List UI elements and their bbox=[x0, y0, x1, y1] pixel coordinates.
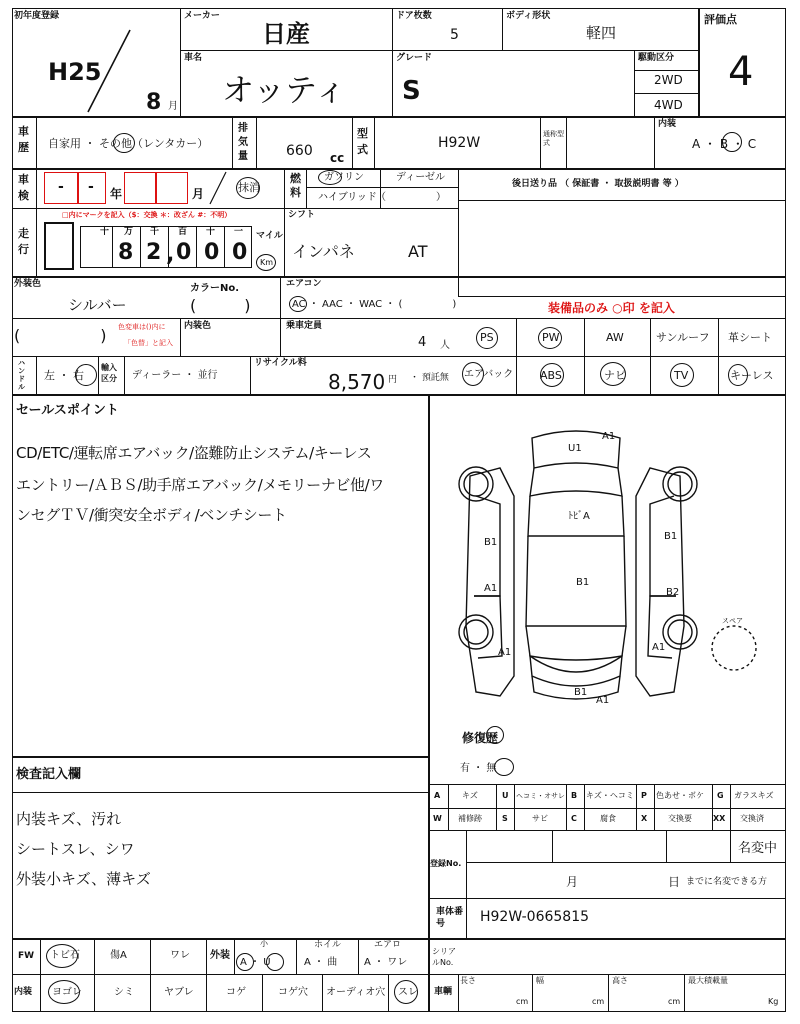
first-reg-year: H25 bbox=[48, 58, 102, 86]
doors-label: ドア枚数 bbox=[396, 11, 432, 21]
width-cm: cm bbox=[592, 997, 605, 1006]
equip-pw: PW bbox=[542, 331, 560, 344]
wheel-options: A ・ 曲 bbox=[304, 957, 338, 968]
int-stain: シミ bbox=[114, 987, 134, 998]
legend-a-text: キズ bbox=[462, 791, 478, 800]
int-dirt: ヨゴレ bbox=[52, 987, 82, 998]
unit-10: 万 bbox=[124, 227, 134, 237]
height-label: 高さ bbox=[612, 976, 628, 985]
small-options: A ・ U bbox=[240, 957, 271, 968]
equip-leather: 革シート bbox=[728, 331, 772, 344]
reg-day: 日 bbox=[668, 875, 681, 889]
repair-options: 有 ・ 無 bbox=[460, 763, 497, 774]
model-name: オッティ bbox=[222, 71, 347, 109]
inspection-dash-2: - bbox=[88, 179, 94, 195]
displacement: 660 bbox=[286, 143, 313, 159]
int-label: 内装 bbox=[14, 987, 33, 997]
shift-position: インパネ bbox=[292, 242, 355, 261]
inspection-month-box-1[interactable] bbox=[124, 172, 156, 204]
fuel-label: 燃料 bbox=[290, 172, 301, 199]
cc-label: cc bbox=[330, 151, 345, 165]
navi-circle bbox=[600, 362, 626, 386]
fuel-hybrid-paren: （ ） bbox=[376, 192, 446, 203]
check-line-3: 外装小キズ、薄キズ bbox=[16, 870, 151, 888]
drive-label: 駆動区分 bbox=[638, 53, 675, 63]
legend-x-text: 交換要 bbox=[668, 814, 692, 823]
ps-circle bbox=[476, 327, 498, 349]
legend-xx-text: 交換済 bbox=[740, 814, 764, 823]
mileage-digit-3: 0 bbox=[176, 240, 192, 265]
right-circle bbox=[75, 364, 97, 386]
body: 軽四 bbox=[586, 24, 617, 42]
mark-a1-rear-left: A1 bbox=[498, 647, 512, 658]
seating-unit: 人 bbox=[440, 340, 450, 351]
dims-label: 車輌 bbox=[434, 987, 453, 997]
inspection-slash bbox=[206, 170, 230, 206]
tv-circle bbox=[670, 363, 694, 387]
length-cm: cm bbox=[516, 997, 529, 1006]
handle-label: ハンドル bbox=[18, 359, 25, 391]
legend-u: U bbox=[502, 791, 509, 800]
check-label: 検査記入欄 bbox=[16, 767, 82, 782]
keyless-circle bbox=[728, 364, 748, 386]
seating-label: 乗車定員 bbox=[286, 321, 323, 331]
interior-b-circle bbox=[722, 132, 742, 152]
int-burn-hole: コゲ穴 bbox=[278, 987, 308, 998]
body-label: ボディ形状 bbox=[506, 11, 551, 21]
mark-a1-rear-right: A1 bbox=[652, 642, 666, 653]
legend-w-text: 補修跡 bbox=[458, 814, 482, 823]
mileage-digit-2: 2 bbox=[146, 240, 162, 265]
deposit: ・ 預託無 bbox=[410, 373, 449, 383]
equip-note: 装備品のみ ○印 を記入 bbox=[548, 301, 675, 315]
mark-b2-right: B2 bbox=[666, 587, 680, 598]
other-circle bbox=[113, 133, 135, 153]
inspection-month-suffix: 月 bbox=[192, 187, 205, 201]
mark-a1-top: A1 bbox=[602, 431, 616, 442]
legend-p: P bbox=[641, 791, 647, 800]
mark-b1-center: B1 bbox=[576, 577, 590, 588]
unit-juu: 十 bbox=[206, 227, 216, 237]
fw-crack: ワレ bbox=[170, 950, 190, 961]
repair-circle bbox=[486, 726, 504, 744]
handle-options: 左 ・ 右 bbox=[44, 369, 84, 382]
mileage-instruction: □内にマークを記入（$：交換 ＊：改ざん #：不明） bbox=[62, 211, 232, 219]
color-no-paren: ( ) bbox=[190, 296, 251, 315]
legend-xx: XX bbox=[713, 814, 726, 823]
interior-color-label: 内装色 bbox=[184, 321, 212, 331]
fw-scratch: 傷A bbox=[110, 950, 127, 961]
fuel-diesel: ディーゼル bbox=[396, 172, 445, 183]
yen: 円 bbox=[388, 375, 398, 385]
legend-s: S bbox=[502, 814, 508, 823]
interior-options: A ・ B ・ C bbox=[692, 137, 757, 151]
mileage-digit-4: 0 bbox=[204, 240, 220, 265]
int-tear: ヤブレ bbox=[164, 987, 194, 998]
mark-b1-left: B1 bbox=[484, 537, 498, 548]
first-reg-label: 初年度登録 bbox=[14, 11, 60, 21]
recycle-fee: 8,570 bbox=[328, 370, 386, 394]
height-cm: cm bbox=[668, 997, 681, 1006]
reg-slash bbox=[84, 28, 134, 114]
none-circle bbox=[236, 177, 260, 199]
mile-label: マイル bbox=[256, 231, 283, 241]
vin: H92W-0665815 bbox=[480, 909, 590, 925]
km-label: Km bbox=[260, 258, 274, 267]
check-line-1: 内装キズ、汚れ bbox=[16, 810, 122, 828]
history-text: 自家用 ・ その他（レンタカー） bbox=[48, 137, 209, 150]
abs-circle bbox=[540, 363, 564, 387]
seating: 4 bbox=[418, 335, 427, 350]
repair-label: 修復歴 bbox=[462, 731, 499, 745]
equip-tv: TV bbox=[674, 369, 689, 382]
mileage-box-10man[interactable] bbox=[44, 222, 74, 270]
dirt-circle bbox=[48, 980, 80, 1004]
tobi-circle bbox=[46, 944, 78, 968]
ac-circle bbox=[289, 296, 307, 312]
unit-sen: 千 bbox=[150, 227, 160, 237]
length-label: 長さ bbox=[460, 976, 476, 985]
legend-w: W bbox=[433, 814, 442, 823]
car-diagram bbox=[430, 396, 786, 726]
common-type-label: 通称型式 bbox=[543, 130, 564, 147]
serial-label: シリアルNo. bbox=[432, 947, 456, 967]
exterior-color: シルバー bbox=[68, 296, 127, 314]
equip-ps: PS bbox=[480, 331, 494, 344]
mark-tobi-a: ﾄﾋﾞA bbox=[568, 511, 590, 522]
maker: 日産 bbox=[262, 20, 310, 48]
km-circle bbox=[256, 254, 276, 271]
change-paren: ( ) bbox=[14, 326, 107, 345]
mileage-digit-1: 8 bbox=[118, 240, 134, 265]
mark-a1-left: A1 bbox=[484, 583, 498, 594]
sales-line-3: ンセグＴＶ/衝突安全ボディ/ベンチシート bbox=[16, 506, 287, 524]
reg-deadline: までに名変できる方 bbox=[686, 877, 768, 887]
equip-abs: ABS bbox=[540, 369, 562, 382]
ext-label: 外装 bbox=[210, 950, 230, 961]
mileage-label: 走行 bbox=[18, 227, 29, 256]
wear-circle bbox=[394, 980, 418, 1004]
inspection-dash-1: - bbox=[58, 179, 64, 195]
sales-line-1: CD/ETC/運転席エアバック/盗難防止システム/キーレス bbox=[16, 444, 372, 462]
disp-label: 排気量 bbox=[238, 123, 248, 162]
first-reg-month: 8 bbox=[146, 90, 162, 115]
legend-g: G bbox=[717, 791, 724, 800]
legend-b: B bbox=[571, 791, 578, 800]
grade: S bbox=[402, 76, 421, 106]
inspection-month-box-2[interactable] bbox=[156, 172, 188, 204]
mileage-comma: , bbox=[166, 242, 175, 267]
wheel-label: ホイル bbox=[314, 940, 342, 950]
int-wear: スレ bbox=[398, 987, 418, 998]
mark-a1-rear: A1 bbox=[596, 695, 610, 706]
shift-label: シフト bbox=[288, 210, 316, 220]
equip-navi: ナビ bbox=[604, 369, 626, 382]
pw-circle bbox=[538, 327, 562, 349]
drive-2wd: 2WD bbox=[654, 73, 683, 87]
gasoline-circle bbox=[318, 170, 342, 185]
type: H92W bbox=[438, 135, 481, 151]
int-burn: コゲ bbox=[226, 987, 246, 998]
recycle-label: リサイクル料 bbox=[254, 358, 307, 368]
mileage-digit-5: 0 bbox=[232, 240, 248, 265]
grade-label: グレード bbox=[396, 53, 433, 63]
interior-label: 内装 bbox=[658, 119, 677, 129]
load-kg: Kg bbox=[768, 997, 779, 1006]
import-options: ディーラー ・ 並行 bbox=[132, 370, 218, 381]
unit-hyaku: 百 bbox=[178, 227, 188, 237]
legend-c: C bbox=[571, 814, 577, 823]
registration-label: 登録No. bbox=[430, 859, 462, 868]
after-docs: 後日送り品 （ 保証書 ・ 取扱説明書 等 ） bbox=[512, 179, 684, 189]
vin-label: 車体番号 bbox=[436, 907, 464, 929]
exterior-color-label: 外装色 bbox=[14, 279, 42, 289]
inspection-none: 抹消 bbox=[238, 181, 260, 194]
aircon: AC ・ AAC ・ WAC ・ ( ) bbox=[292, 299, 457, 310]
load-label: 最大積載量 bbox=[688, 976, 728, 985]
inspection-year-suffix: 年 bbox=[110, 187, 123, 201]
equip-sunroof: サンルーフ bbox=[656, 331, 710, 344]
mark-u1: U1 bbox=[568, 443, 582, 454]
mark-b1-right: B1 bbox=[664, 531, 678, 542]
change-note-1: 色変車は()内に bbox=[118, 323, 166, 331]
equip-airbag: エアバック bbox=[464, 369, 514, 380]
color-no-label: カラーNo. bbox=[190, 283, 240, 294]
legend-g-text: ガラスキズ bbox=[734, 791, 774, 800]
aero-options: A ・ ワレ bbox=[364, 957, 408, 968]
legend-s-text: サビ bbox=[532, 814, 548, 823]
month-suffix: 月 bbox=[168, 101, 178, 112]
sales-line-2: エントリー/ＡＢＳ/助手席エアバック/メモリーナビ他/ワ bbox=[16, 476, 384, 494]
equip-keyless: キーレス bbox=[730, 369, 774, 382]
airbag-circle bbox=[462, 362, 484, 386]
legend-b-text: キズ・ヘコミ bbox=[586, 791, 634, 800]
shift-type: AT bbox=[408, 242, 428, 261]
doors: 5 bbox=[450, 27, 459, 43]
unit-man: 十 bbox=[100, 227, 110, 237]
legend-x: X bbox=[641, 814, 648, 823]
fw-tobi: トビ石 bbox=[50, 950, 80, 961]
reg-month: 月 bbox=[566, 875, 579, 889]
small-u-circle bbox=[266, 953, 284, 971]
sales-label: セールスポイント bbox=[16, 403, 119, 418]
drive-4wd: 4WD bbox=[654, 98, 683, 112]
legend-c-text: 腐食 bbox=[600, 814, 616, 823]
legend-p-text: 色あせ・ボケ bbox=[656, 791, 704, 800]
spare-label: スペア bbox=[722, 617, 743, 625]
fuel-hybrid: ハイブリッド bbox=[318, 192, 377, 203]
legend-u-text: ヘコミ・オサレ bbox=[516, 792, 565, 800]
history-label: 車歴 bbox=[18, 125, 29, 154]
equip-aw: AW bbox=[606, 331, 624, 344]
mark-b1-rear: B1 bbox=[574, 687, 588, 698]
change-note-2: 「色替」と記入 bbox=[124, 339, 173, 347]
grade-score-label: 評価点 bbox=[704, 13, 737, 26]
fuel-gasoline: ガソリン bbox=[324, 172, 364, 183]
type-label: 型式 bbox=[357, 127, 368, 156]
aircon-label: エアコン bbox=[286, 279, 322, 289]
aero-label: エアロ bbox=[374, 940, 402, 950]
maker-label: メーカー bbox=[184, 11, 220, 21]
width-label: 幅 bbox=[536, 976, 544, 985]
inspection-label: 車検 bbox=[18, 173, 29, 202]
small-a-circle bbox=[236, 953, 254, 971]
int-audio-hole: オーディオ穴 bbox=[326, 987, 386, 998]
import-label: 輸入区分 bbox=[101, 363, 117, 383]
fw-label: FW bbox=[18, 951, 35, 961]
repair-none-circle bbox=[494, 758, 514, 776]
grade-score: 4 bbox=[728, 49, 754, 95]
legend-a: A bbox=[434, 791, 441, 800]
check-line-2: シートスレ、シワ bbox=[16, 840, 135, 858]
unit-ichi: 一 bbox=[234, 227, 244, 237]
name-change: 名変中 bbox=[738, 841, 778, 856]
model-name-label: 車名 bbox=[184, 53, 203, 63]
small-label: 小 bbox=[260, 939, 268, 948]
